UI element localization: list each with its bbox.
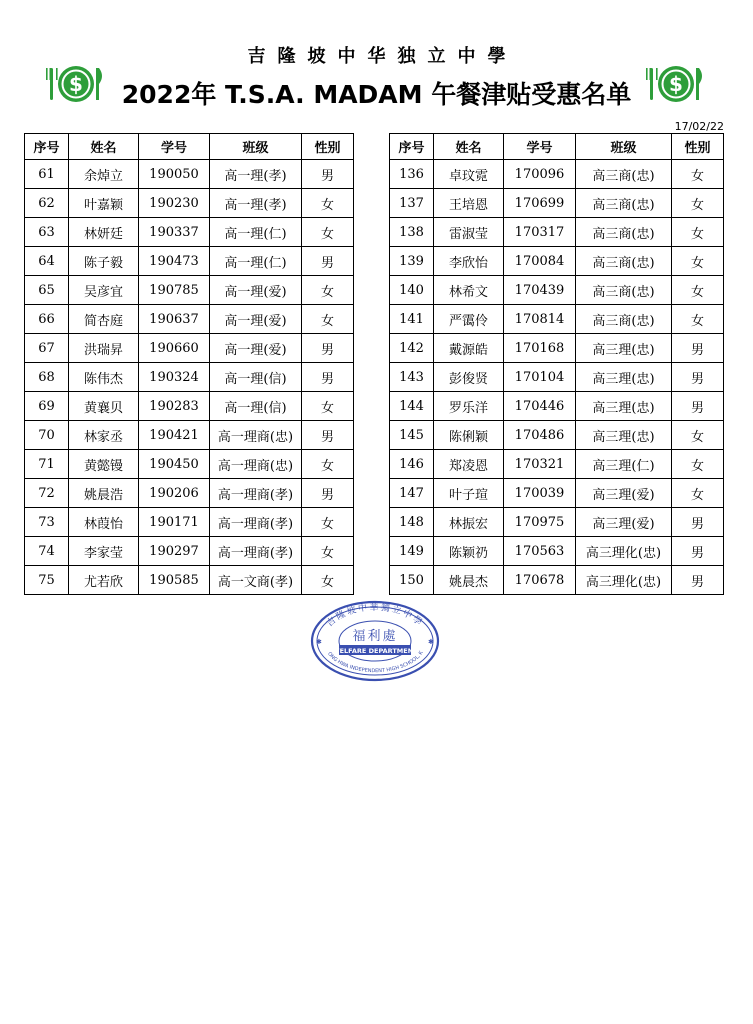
cell-class: 高三理(仁) bbox=[576, 450, 672, 479]
col-header-name: 姓名 bbox=[434, 134, 504, 160]
cell-student-id: 190637 bbox=[139, 305, 210, 334]
cell-number: 150 bbox=[390, 566, 434, 595]
cell-student-id: 190297 bbox=[139, 537, 210, 566]
table-row bbox=[25, 218, 354, 247]
cell-gender: 女 bbox=[672, 218, 724, 247]
table-header-row bbox=[390, 134, 724, 160]
cell-gender: 女 bbox=[672, 160, 724, 189]
cell-gender: 男 bbox=[672, 508, 724, 537]
cell-gender: 女 bbox=[302, 537, 354, 566]
cell-student-id: 190450 bbox=[139, 450, 210, 479]
cell-number: 143 bbox=[390, 363, 434, 392]
roster-table-left bbox=[24, 133, 354, 595]
table-row bbox=[390, 276, 724, 305]
cell-student-id: 190337 bbox=[139, 218, 210, 247]
col-header-number: 序号 bbox=[25, 134, 69, 160]
cell-class: 高一文商(孝) bbox=[210, 566, 302, 595]
table-row bbox=[25, 479, 354, 508]
cell-name: 黄懿镘 bbox=[69, 450, 139, 479]
cell-student-id: 190785 bbox=[139, 276, 210, 305]
table-row bbox=[25, 537, 354, 566]
cell-student-id: 190660 bbox=[139, 334, 210, 363]
table-row bbox=[25, 305, 354, 334]
cell-class: 高三商(忠) bbox=[576, 189, 672, 218]
cell-name: 林妍廷 bbox=[69, 218, 139, 247]
cell-number: 69 bbox=[25, 392, 69, 421]
cell-name: 戴源皓 bbox=[434, 334, 504, 363]
table-row bbox=[25, 392, 354, 421]
cell-class: 高三商(忠) bbox=[576, 218, 672, 247]
table-row bbox=[390, 508, 724, 537]
cell-gender: 女 bbox=[302, 392, 354, 421]
cell-gender: 男 bbox=[302, 160, 354, 189]
cell-student-id: 170317 bbox=[504, 218, 576, 247]
stamp-bottom-text: ONG HWA INDEPENDENT HIGH SCHOOL, K bbox=[326, 650, 425, 675]
cell-student-id: 190585 bbox=[139, 566, 210, 595]
cell-gender: 女 bbox=[672, 189, 724, 218]
cell-number: 65 bbox=[25, 276, 69, 305]
table-row bbox=[390, 566, 724, 595]
cell-name: 林振宏 bbox=[434, 508, 504, 537]
col-header-number: 序号 bbox=[390, 134, 434, 160]
cell-class: 高三商(忠) bbox=[576, 305, 672, 334]
cell-gender: 女 bbox=[302, 566, 354, 595]
date-label: 17/02/22 bbox=[674, 120, 724, 133]
cell-student-id: 190050 bbox=[139, 160, 210, 189]
cell-number: 61 bbox=[25, 160, 69, 189]
cell-class: 高一理(爱) bbox=[210, 334, 302, 363]
table-header-row bbox=[25, 134, 354, 160]
cell-name: 简杏庭 bbox=[69, 305, 139, 334]
school-title: 吉隆坡中华独立中學 bbox=[247, 46, 518, 67]
cell-gender: 女 bbox=[302, 189, 354, 218]
cell-name: 卓玟霓 bbox=[434, 160, 504, 189]
cell-gender: 女 bbox=[672, 276, 724, 305]
table-row bbox=[390, 305, 724, 334]
svg-text:$: $ bbox=[69, 72, 83, 96]
cell-class: 高三理(爱) bbox=[576, 508, 672, 537]
cell-number: 62 bbox=[25, 189, 69, 218]
cell-gender: 男 bbox=[672, 566, 724, 595]
cell-student-id: 170096 bbox=[504, 160, 576, 189]
cell-class: 高一理(信) bbox=[210, 392, 302, 421]
cell-number: 146 bbox=[390, 450, 434, 479]
cell-class: 高一理(爱) bbox=[210, 305, 302, 334]
cell-name: 吴彦宜 bbox=[69, 276, 139, 305]
cell-student-id: 170439 bbox=[504, 276, 576, 305]
cell-gender: 女 bbox=[302, 305, 354, 334]
cell-gender: 女 bbox=[302, 450, 354, 479]
cell-class: 高一理商(孝) bbox=[210, 537, 302, 566]
cell-student-id: 190206 bbox=[139, 479, 210, 508]
cell-student-id: 170168 bbox=[504, 334, 576, 363]
stamp-dept-text: WELFARE DEPARTMENT bbox=[332, 647, 418, 655]
main-title: 2022年 T.S.A. MADAM 午餐津贴受惠名单 bbox=[121, 80, 632, 109]
table-row bbox=[25, 276, 354, 305]
welfare-department-stamp bbox=[309, 600, 441, 682]
star-icon: ✱ bbox=[428, 638, 434, 646]
cell-name: 郑凌恩 bbox=[434, 450, 504, 479]
cell-class: 高一理(仁) bbox=[210, 247, 302, 276]
cell-class: 高三商(忠) bbox=[576, 160, 672, 189]
table-row bbox=[390, 189, 724, 218]
col-header-student-id: 学号 bbox=[504, 134, 576, 160]
table-row bbox=[25, 247, 354, 276]
cell-name: 严霭伶 bbox=[434, 305, 504, 334]
cell-student-id: 170084 bbox=[504, 247, 576, 276]
cell-gender: 女 bbox=[672, 247, 724, 276]
cell-class: 高一理商(孝) bbox=[210, 508, 302, 537]
cell-number: 144 bbox=[390, 392, 434, 421]
cell-number: 68 bbox=[25, 363, 69, 392]
cell-student-id: 170814 bbox=[504, 305, 576, 334]
cell-class: 高一理商(忠) bbox=[210, 421, 302, 450]
cell-number: 142 bbox=[390, 334, 434, 363]
cell-name: 林葭怡 bbox=[69, 508, 139, 537]
cell-number: 72 bbox=[25, 479, 69, 508]
cell-name: 王培恩 bbox=[434, 189, 504, 218]
star-icon: ✱ bbox=[316, 638, 322, 646]
cell-gender: 男 bbox=[302, 479, 354, 508]
cell-gender: 女 bbox=[672, 450, 724, 479]
cell-student-id: 170563 bbox=[504, 537, 576, 566]
cell-name: 彭俊贤 bbox=[434, 363, 504, 392]
dollar-cutlery-icon bbox=[644, 64, 708, 104]
cell-student-id: 190421 bbox=[139, 421, 210, 450]
table-row bbox=[25, 450, 354, 479]
col-header-student-id: 学号 bbox=[139, 134, 210, 160]
cell-student-id: 170699 bbox=[504, 189, 576, 218]
cell-student-id: 170678 bbox=[504, 566, 576, 595]
cell-name: 陈子毅 bbox=[69, 247, 139, 276]
cell-class: 高一理商(忠) bbox=[210, 450, 302, 479]
col-header-class: 班级 bbox=[210, 134, 302, 160]
cell-gender: 男 bbox=[672, 537, 724, 566]
cell-number: 137 bbox=[390, 189, 434, 218]
cell-number: 136 bbox=[390, 160, 434, 189]
cell-number: 64 bbox=[25, 247, 69, 276]
col-header-gender: 性别 bbox=[672, 134, 724, 160]
cell-gender: 女 bbox=[672, 305, 724, 334]
cell-name: 洪瑞昇 bbox=[69, 334, 139, 363]
cell-number: 138 bbox=[390, 218, 434, 247]
cell-student-id: 190324 bbox=[139, 363, 210, 392]
cell-name: 姚晨杰 bbox=[434, 566, 504, 595]
cell-name: 林希文 bbox=[434, 276, 504, 305]
table-row bbox=[390, 334, 724, 363]
cell-number: 70 bbox=[25, 421, 69, 450]
cell-student-id: 170104 bbox=[504, 363, 576, 392]
cell-gender: 男 bbox=[302, 334, 354, 363]
cell-class: 高三理化(忠) bbox=[576, 537, 672, 566]
table-row bbox=[390, 450, 724, 479]
cell-name: 林家丞 bbox=[69, 421, 139, 450]
cell-class: 高三理(忠) bbox=[576, 421, 672, 450]
table-row bbox=[390, 392, 724, 421]
cell-number: 147 bbox=[390, 479, 434, 508]
table-row bbox=[25, 421, 354, 450]
cell-number: 139 bbox=[390, 247, 434, 276]
table-row bbox=[390, 363, 724, 392]
cell-gender: 男 bbox=[302, 247, 354, 276]
cell-student-id: 170486 bbox=[504, 421, 576, 450]
cell-class: 高一理(信) bbox=[210, 363, 302, 392]
cell-student-id: 170321 bbox=[504, 450, 576, 479]
cell-gender: 女 bbox=[302, 508, 354, 537]
cell-number: 148 bbox=[390, 508, 434, 537]
cell-number: 145 bbox=[390, 421, 434, 450]
cell-class: 高三理(忠) bbox=[576, 392, 672, 421]
col-header-gender: 性别 bbox=[302, 134, 354, 160]
cell-number: 149 bbox=[390, 537, 434, 566]
cell-number: 67 bbox=[25, 334, 69, 363]
cell-name: 黄襄贝 bbox=[69, 392, 139, 421]
cell-number: 66 bbox=[25, 305, 69, 334]
cell-gender: 男 bbox=[672, 392, 724, 421]
cell-number: 75 bbox=[25, 566, 69, 595]
cell-class: 高三商(忠) bbox=[576, 247, 672, 276]
stamp-arc-text: 吉隆坡中華獨立中學 bbox=[325, 603, 425, 630]
cell-gender: 女 bbox=[672, 421, 724, 450]
cell-name: 姚晨浩 bbox=[69, 479, 139, 508]
cell-student-id: 170039 bbox=[504, 479, 576, 508]
svg-text:$: $ bbox=[669, 72, 683, 96]
stamp-center-text: 福利處 bbox=[352, 629, 398, 644]
cell-name: 雷淑莹 bbox=[434, 218, 504, 247]
table-row bbox=[390, 537, 724, 566]
cell-class: 高三商(忠) bbox=[576, 276, 672, 305]
col-header-name: 姓名 bbox=[69, 134, 139, 160]
cell-name: 罗乐洋 bbox=[434, 392, 504, 421]
cell-student-id: 190473 bbox=[139, 247, 210, 276]
cell-gender: 女 bbox=[672, 479, 724, 508]
cell-gender: 男 bbox=[302, 363, 354, 392]
table-row bbox=[390, 421, 724, 450]
table-row bbox=[25, 508, 354, 537]
cell-name: 余焯立 bbox=[69, 160, 139, 189]
cell-number: 73 bbox=[25, 508, 69, 537]
cell-name: 陈颖礽 bbox=[434, 537, 504, 566]
cell-name: 叶嘉颖 bbox=[69, 189, 139, 218]
cell-name: 尤若欣 bbox=[69, 566, 139, 595]
cell-class: 高三理(爱) bbox=[576, 479, 672, 508]
cell-class: 高一理商(孝) bbox=[210, 479, 302, 508]
cell-student-id: 190171 bbox=[139, 508, 210, 537]
table-row bbox=[390, 218, 724, 247]
table-row bbox=[390, 479, 724, 508]
cell-gender: 男 bbox=[672, 363, 724, 392]
cell-number: 140 bbox=[390, 276, 434, 305]
col-header-class: 班级 bbox=[576, 134, 672, 160]
cell-class: 高一理(孝) bbox=[210, 189, 302, 218]
cell-gender: 男 bbox=[302, 421, 354, 450]
cell-student-id: 190230 bbox=[139, 189, 210, 218]
cell-gender: 女 bbox=[302, 218, 354, 247]
table-row bbox=[25, 363, 354, 392]
cell-class: 高三理化(忠) bbox=[576, 566, 672, 595]
cell-gender: 男 bbox=[672, 334, 724, 363]
cell-name: 李欣怡 bbox=[434, 247, 504, 276]
cell-name: 陈伟杰 bbox=[69, 363, 139, 392]
table-row bbox=[25, 334, 354, 363]
cell-gender: 女 bbox=[302, 276, 354, 305]
cell-class: 高一理(仁) bbox=[210, 218, 302, 247]
cell-number: 63 bbox=[25, 218, 69, 247]
cell-class: 高一理(孝) bbox=[210, 160, 302, 189]
table-row bbox=[25, 160, 354, 189]
cell-name: 陈俐颖 bbox=[434, 421, 504, 450]
cell-name: 李家莹 bbox=[69, 537, 139, 566]
cell-student-id: 170975 bbox=[504, 508, 576, 537]
table-row bbox=[390, 160, 724, 189]
cell-class: 高三理(忠) bbox=[576, 334, 672, 363]
cell-class: 高一理(爱) bbox=[210, 276, 302, 305]
cell-student-id: 190283 bbox=[139, 392, 210, 421]
cell-number: 74 bbox=[25, 537, 69, 566]
cell-student-id: 170446 bbox=[504, 392, 576, 421]
table-row bbox=[25, 189, 354, 218]
cell-number: 141 bbox=[390, 305, 434, 334]
cell-class: 高三理(忠) bbox=[576, 363, 672, 392]
cell-name: 叶子瑄 bbox=[434, 479, 504, 508]
cell-number: 71 bbox=[25, 450, 69, 479]
roster-table-right bbox=[389, 133, 724, 595]
table-row bbox=[25, 566, 354, 595]
table-row bbox=[390, 247, 724, 276]
